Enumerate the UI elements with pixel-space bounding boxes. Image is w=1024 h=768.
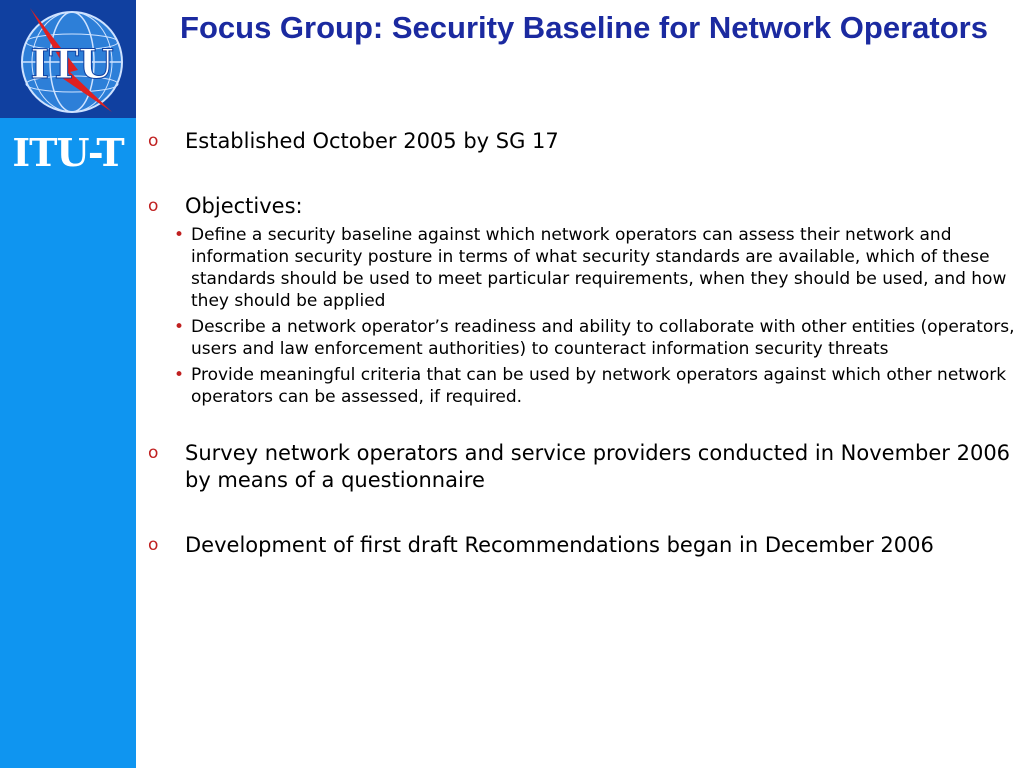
bullet-text: Established October 2005 by SG 17 — [185, 129, 559, 153]
sub-bullet-marker: • — [174, 365, 185, 385]
slide-content — [146, 128, 1016, 559]
bullet-development — [146, 532, 1016, 559]
objective-item — [146, 364, 1016, 408]
bullet-marker: o — [148, 535, 159, 555]
bullet-text: Development of first draft Recommendations began in December 2006 — [185, 533, 934, 557]
objective-text: Provide meaningful criteria that can be used by network operators against which other network operators can be assessed, if required. — [191, 365, 1007, 407]
objective-text: Define a security baseline against which network operators can assess their network and information security posture in terms of what security standards are available, which of these standards should be used to meet particular requirements, when they should be used, and how they should be applied — [191, 225, 1007, 311]
objective-item — [146, 224, 1016, 312]
objective-text: Describe a network operator’s readiness and ability to collaborate with other entities (operators, users and law enforcement authorities) to counteract information security threats — [191, 317, 1015, 359]
globe-logo-icon — [0, 0, 136, 118]
bullet-marker: o — [148, 443, 159, 463]
bullet-objectives — [146, 193, 1016, 220]
objectives-list — [146, 224, 1016, 408]
brand-label: ITU-T — [12, 130, 124, 175]
bullet-text: Survey network operators and service providers conducted in November 2006 by means of a questionnaire — [185, 441, 1011, 492]
objective-item — [146, 316, 1016, 360]
bullet-established — [146, 128, 1016, 155]
slide-title: Focus Group: Security Baseline for Network Operators — [180, 10, 988, 45]
sub-bullet-marker: • — [174, 225, 185, 245]
svg-text:ITU: ITU — [30, 41, 114, 88]
sidebar — [0, 0, 136, 768]
bullet-survey — [146, 440, 1016, 494]
bullet-marker: o — [148, 196, 159, 216]
sub-bullet-marker: • — [174, 317, 185, 337]
itu-logo — [0, 0, 136, 118]
bullet-marker: o — [148, 131, 159, 151]
bullet-text: Objectives: — [185, 194, 303, 218]
